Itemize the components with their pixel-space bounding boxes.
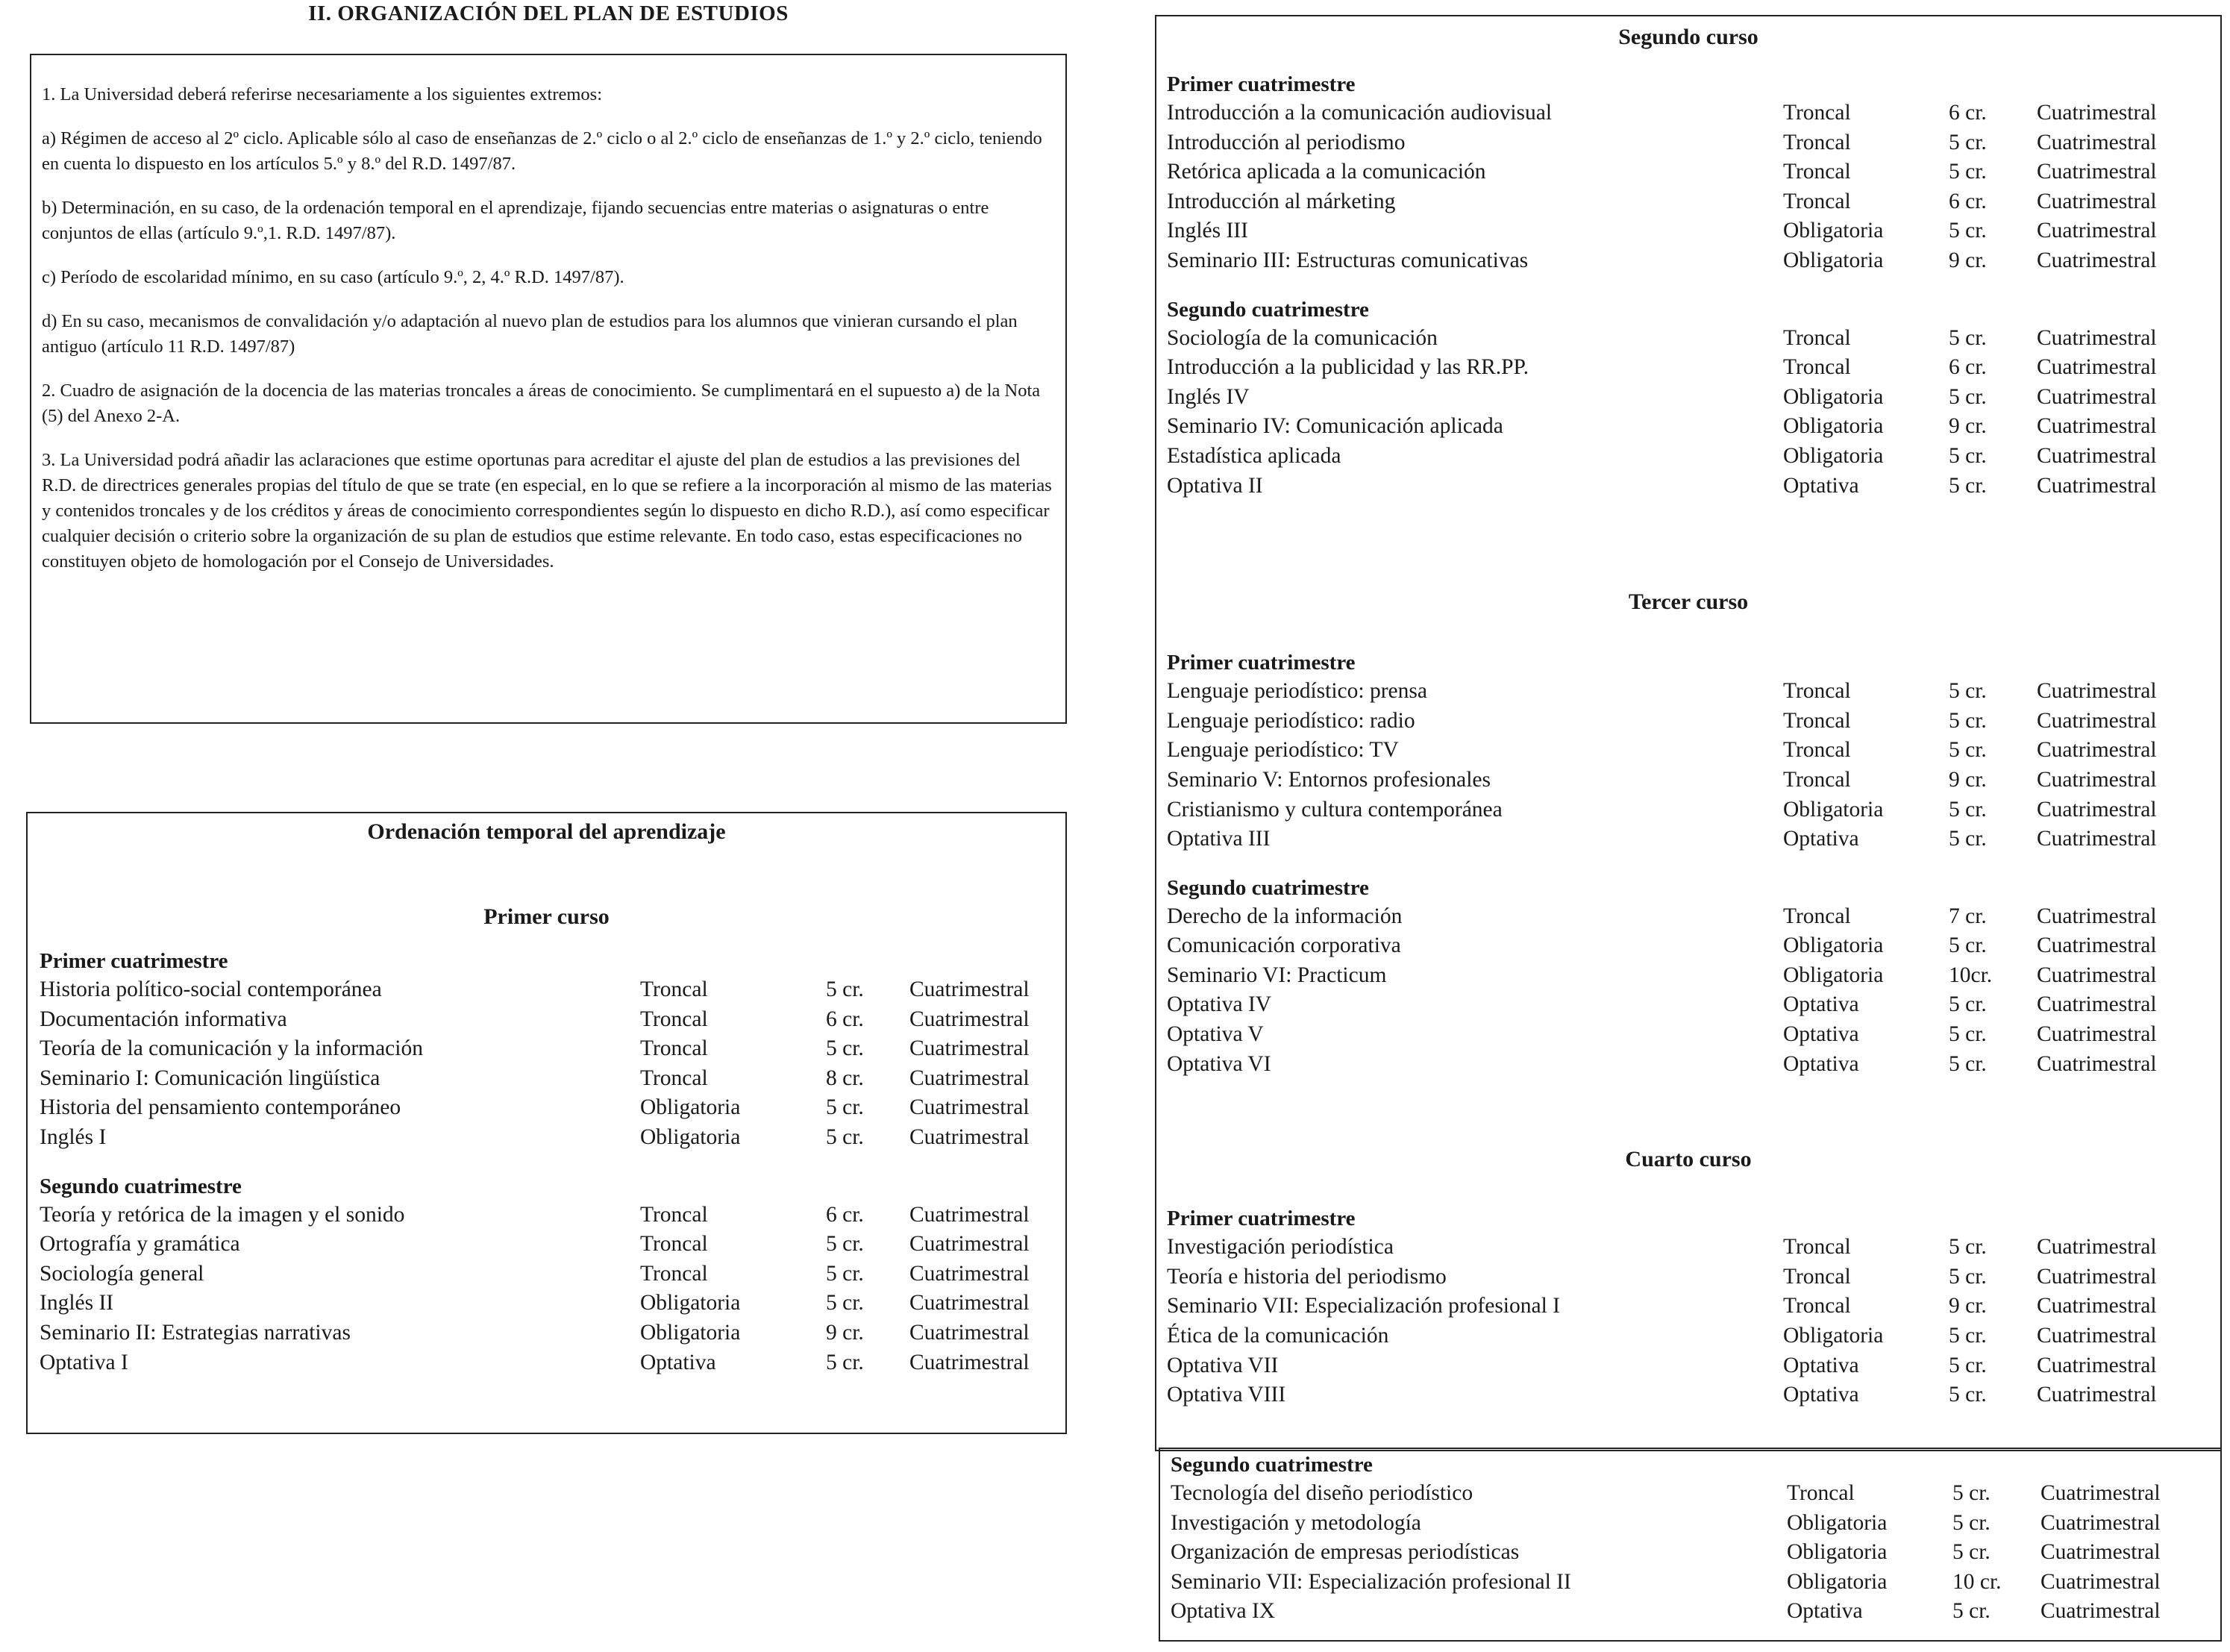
table-row — [1167, 1292, 2210, 1321]
table-row — [40, 1230, 1053, 1260]
course-duration: Cuatrimestral — [2037, 963, 2157, 987]
course-type: Troncal — [1783, 101, 1851, 125]
semester-title: Primer cuatrimestre — [1167, 651, 1356, 675]
course-duration: Cuatrimestral — [2037, 325, 2157, 350]
note-paragraph: 2. Cuadro de asignación de la docencia de las materias troncales a áreas de conocimiento. Se cumplimentará en el supuesto a) de la Nota (5) del Anexo 2-A. — [42, 381, 1041, 426]
course-credits: 5 cr. — [1949, 130, 1987, 154]
table-row — [40, 1093, 1053, 1123]
course-name: Seminario VII: Especialización profesional II — [1171, 1569, 1571, 1594]
table-row — [1167, 1050, 2210, 1080]
course-duration: Cuatrimestral — [2037, 1353, 2157, 1377]
course-credits: 5 cr. — [1949, 1324, 1987, 1348]
course-name: Seminario V: Entornos profesionales — [1167, 767, 1491, 792]
course-credits: 5 cr. — [1952, 1481, 1991, 1505]
course-credits: 9 cr. — [1949, 767, 1987, 792]
course-credits: 9 cr. — [1949, 248, 1987, 272]
course-type: Troncal — [640, 1232, 708, 1257]
course-duration: Cuatrimestral — [2037, 1051, 2157, 1076]
course-name: Inglés III — [1167, 219, 1248, 243]
note-paragraph: d) En su caso, mecanismos de convalidación y/o adaptación al nuevo plan de estudios para los alumnos que vinieran cursando el plan antiguo (artículo 11 R.D. 1497/87) — [42, 311, 1018, 357]
note-paragraph: b) Determinación, en su caso, de la ordenación temporal en el aprendizaje, fijando secuencias entre materias o asignaturas o entre conjuntos de ellas (artículo 9.º,1. R.D. 1497/87). — [42, 198, 989, 243]
course-type: Optativa — [1783, 1022, 1859, 1047]
course-name: Optativa II — [1167, 473, 1263, 498]
course-credits: 6 cr. — [1949, 189, 1987, 213]
table-row — [1167, 736, 2210, 766]
course-credits: 5 cr. — [1949, 160, 1987, 184]
course-type: Troncal — [640, 1007, 708, 1031]
course-name: Optativa VII — [1167, 1353, 1279, 1377]
table-row — [40, 1064, 1053, 1094]
course-credits: 5 cr. — [826, 1232, 864, 1257]
course-credits: 5 cr. — [826, 1124, 864, 1149]
table-row — [1167, 902, 2210, 932]
course-credits: 8 cr. — [826, 1066, 864, 1090]
segundo-curso-title: Segundo curso — [1618, 25, 1758, 49]
course-name: Optativa VIII — [1167, 1383, 1286, 1407]
course-type: Obligatoria — [1783, 933, 1884, 958]
course-name: Optativa V — [1167, 1022, 1264, 1047]
page-title: II. ORGANIZACIÓN DEL PLAN DE ESTUDIOS — [308, 1, 789, 25]
course-type: Optativa — [1783, 1353, 1859, 1377]
course-type: Optativa — [1783, 1051, 1859, 1076]
course-credits: 5 cr. — [1949, 992, 1987, 1017]
table-row — [1167, 324, 2210, 354]
course-duration: Cuatrimestral — [909, 977, 1030, 1001]
semester-title: Segundo cuatrimestre — [40, 1174, 242, 1198]
course-credits: 6 cr. — [826, 1202, 864, 1227]
table-row — [1167, 128, 2210, 158]
course-duration: Cuatrimestral — [2040, 1540, 2161, 1565]
course-duration: Cuatrimestral — [2037, 101, 2157, 125]
course-credits: 5 cr. — [1949, 1022, 1987, 1047]
course-type: Obligatoria — [1783, 219, 1884, 243]
course-name: Sociología general — [40, 1261, 204, 1286]
course-credits: 5 cr. — [1949, 827, 1987, 851]
course-duration: Cuatrimestral — [2037, 679, 2157, 704]
course-credits: 5 cr. — [826, 1261, 864, 1286]
table-row — [1167, 216, 2210, 246]
semester-title: Primer cuatrimestre — [1167, 72, 1356, 96]
course-duration: Cuatrimestral — [2037, 473, 2157, 498]
course-type: Obligatoria — [640, 1124, 741, 1149]
semester-title: Segundo cuatrimestre — [1167, 297, 1369, 322]
course-list — [1167, 98, 2210, 276]
course-name: Organización de empresas periodísticas — [1171, 1540, 1520, 1565]
course-type: Obligatoria — [1787, 1569, 1888, 1594]
course-duration: Cuatrimestral — [2037, 992, 2157, 1017]
course-name: Optativa I — [40, 1350, 128, 1374]
table-row — [1167, 1351, 2210, 1381]
course-name: Introducción al márketing — [1167, 189, 1396, 213]
course-duration: Cuatrimestral — [2037, 355, 2157, 380]
course-name: Seminario III: Estructuras comunicativas — [1167, 248, 1529, 272]
course-type: Troncal — [640, 1036, 708, 1061]
course-credits: 5 cr. — [1949, 1235, 1987, 1260]
table-row — [1167, 1263, 2210, 1292]
course-type: Troncal — [1783, 767, 1851, 792]
course-name: Teoría e historia del periodismo — [1167, 1264, 1447, 1289]
course-type: Obligatoria — [1783, 384, 1884, 409]
table-row — [1171, 1597, 2210, 1627]
semester-title: Segundo cuatrimestre — [1167, 875, 1369, 900]
course-name: Introducción al periodismo — [1167, 130, 1406, 154]
table-row — [1167, 442, 2210, 472]
table-row — [1171, 1568, 2210, 1598]
course-credits: 10cr. — [1949, 963, 1993, 987]
course-duration: Cuatrimestral — [2037, 1235, 2157, 1260]
course-type: Optativa — [1787, 1599, 1863, 1624]
ordenacion-title: Ordenación temporal del aprendizaje — [367, 819, 726, 844]
table-row — [1167, 1233, 2210, 1263]
course-type: Troncal — [1783, 1235, 1851, 1260]
course-duration: Cuatrimestral — [2037, 248, 2157, 272]
table-row — [1167, 1020, 2210, 1050]
course-name: Investigación y metodología — [1171, 1510, 1421, 1535]
course-name: Lenguaje periodístico: radio — [1167, 708, 1415, 733]
course-list — [1167, 677, 2210, 854]
course-credits: 5 cr. — [1949, 1353, 1987, 1377]
course-credits: 6 cr. — [826, 1007, 864, 1031]
course-name: Seminario VI: Practicum — [1167, 963, 1387, 987]
course-name: Optativa IV — [1167, 992, 1272, 1017]
course-name: Lenguaje periodístico: TV — [1167, 738, 1399, 763]
course-credits: 5 cr. — [1949, 1051, 1987, 1076]
course-type: Obligatoria — [1783, 248, 1884, 272]
course-type: Obligatoria — [1783, 963, 1884, 987]
course-type: Troncal — [640, 1261, 708, 1286]
course-type: Troncal — [1783, 355, 1851, 380]
course-name: Derecho de la información — [1167, 904, 1403, 928]
course-type: Troncal — [1783, 679, 1851, 704]
course-type: Obligatoria — [640, 1320, 741, 1345]
course-duration: Cuatrimestral — [909, 1007, 1030, 1031]
course-type: Obligatoria — [640, 1095, 741, 1120]
note-paragraph: 3. La Universidad podrá añadir las aclaraciones que estime oportunas para acreditar el ajuste del plan de estudios a las previsiones del R.D. de directrices generales propias del título de que se trate (en especial, en lo que se refiere a la incorporación al mismo de las materias y contenidos troncales y de los créditos y áreas de conocimiento correspondientes según lo dispuesto en dicho R.D.), así como especificar cualquier decisión o criterio sobre la organización de su plan de estudios que estime relevante. En todo caso, estas especificaciones no constituyen objeto de homologación por el Consejo de Universidades. — [42, 450, 1052, 572]
course-duration: Cuatrimestral — [2037, 738, 2157, 763]
course-credits: 9 cr. — [1949, 1294, 1987, 1318]
course-type: Obligatoria — [1783, 443, 1884, 468]
course-credits: 6 cr. — [1949, 101, 1987, 125]
notes-box — [30, 54, 1067, 724]
course-duration: Cuatrimestral — [2040, 1510, 2161, 1535]
course-duration: Cuatrimestral — [2037, 708, 2157, 733]
ordenacion-box — [26, 812, 1067, 1434]
course-name: Seminario VII: Especialización profesional I — [1167, 1294, 1560, 1318]
course-list — [1167, 1233, 2210, 1410]
course-type: Troncal — [1783, 738, 1851, 763]
course-list — [40, 975, 1053, 1153]
course-duration: Cuatrimestral — [2037, 130, 2157, 154]
course-duration: Cuatrimestral — [909, 1261, 1030, 1286]
course-credits: 9 cr. — [1949, 414, 1987, 439]
course-name: Optativa VI — [1167, 1051, 1271, 1076]
course-duration: Cuatrimestral — [2037, 189, 2157, 213]
table-row — [40, 1289, 1053, 1318]
table-row — [1171, 1509, 2210, 1539]
table-row — [1167, 353, 2210, 383]
table-row — [1167, 931, 2210, 961]
course-duration: Cuatrimestral — [909, 1202, 1030, 1227]
table-row — [1167, 157, 2210, 187]
course-name: Teoría y retórica de la imagen y el sonido — [40, 1202, 405, 1227]
table-row — [1167, 795, 2210, 825]
course-credits: 5 cr. — [1949, 325, 1987, 350]
course-duration: Cuatrimestral — [2037, 797, 2157, 822]
table-row — [1167, 472, 2210, 501]
course-duration: Cuatrimestral — [2037, 1383, 2157, 1407]
course-type: Optativa — [1783, 827, 1859, 851]
table-row — [1167, 246, 2210, 276]
course-duration: Cuatrimestral — [2037, 219, 2157, 243]
course-duration: Cuatrimestral — [909, 1095, 1030, 1120]
course-duration: Cuatrimestral — [2037, 414, 2157, 439]
course-credits: 5 cr. — [826, 977, 864, 1001]
cuarto-sem2-box — [1159, 1448, 2222, 1642]
course-credits: 5 cr. — [1952, 1510, 1991, 1535]
course-credits: 5 cr. — [826, 1350, 864, 1374]
note-paragraph: 1. La Universidad deberá referirse necesariamente a los siguientes extremos: — [42, 84, 603, 104]
table-row — [1171, 1538, 2210, 1568]
course-duration: Cuatrimestral — [909, 1291, 1030, 1315]
course-duration: Cuatrimestral — [909, 1036, 1030, 1061]
course-type: Optativa — [1783, 473, 1859, 498]
course-list — [1167, 324, 2210, 501]
course-duration: Cuatrimestral — [2037, 904, 2157, 928]
course-duration: Cuatrimestral — [2040, 1481, 2161, 1505]
table-row — [1167, 707, 2210, 736]
note-paragraph: a) Régimen de acceso al 2º ciclo. Aplicable sólo al caso de enseñanzas de 2.º ciclo o al 2.º ciclo de enseñanzas de 1.º y 2.º ciclo, teniendo en cuenta lo dispuesto en los artículos 5.º y 8.º del R.D. 1497/87. — [42, 128, 1042, 174]
course-type: Obligatoria — [1787, 1540, 1888, 1565]
course-type: Troncal — [1783, 130, 1851, 154]
course-duration: Cuatrimestral — [2037, 384, 2157, 409]
course-name: Teoría de la comunicación y la información — [40, 1036, 423, 1061]
course-type: Obligatoria — [1783, 414, 1884, 439]
course-duration: Cuatrimestral — [909, 1350, 1030, 1374]
course-type: Troncal — [1787, 1481, 1855, 1505]
course-name: Optativa III — [1167, 827, 1271, 851]
course-credits: 5 cr. — [1949, 679, 1987, 704]
course-type: Troncal — [640, 977, 708, 1001]
semester-title: Primer cuatrimestre — [40, 949, 228, 973]
course-credits: 5 cr. — [1949, 443, 1987, 468]
course-credits: 7 cr. — [1949, 904, 1987, 928]
course-name: Introducción a la publicidad y las RR.PP. — [1167, 355, 1529, 380]
course-name: Tecnología del diseño periodístico — [1171, 1481, 1473, 1505]
course-name: Documentación informativa — [40, 1007, 287, 1031]
course-credits: 5 cr. — [1949, 1383, 1987, 1407]
table-row — [1167, 825, 2210, 854]
course-type: Troncal — [1783, 1264, 1851, 1289]
table-row — [40, 1348, 1053, 1378]
table-row — [1167, 98, 2210, 128]
course-name: Investigación periodística — [1167, 1235, 1394, 1260]
course-type: Troncal — [1783, 325, 1851, 350]
table-row — [40, 1260, 1053, 1289]
course-credits: 5 cr. — [1949, 384, 1987, 409]
course-type: Troncal — [1783, 160, 1851, 184]
course-type: Troncal — [1783, 904, 1851, 928]
course-name: Estadística aplicada — [1167, 443, 1341, 468]
tercer-curso-title: Tercer curso — [1628, 589, 1749, 615]
course-credits: 9 cr. — [826, 1320, 864, 1345]
course-type: Troncal — [640, 1202, 708, 1227]
course-credits: 5 cr. — [1949, 708, 1987, 733]
table-row — [40, 1034, 1053, 1064]
course-name: Historia político-social contemporánea — [40, 977, 382, 1001]
course-type: Obligatoria — [640, 1291, 741, 1315]
course-name: Cristianismo y cultura contemporánea — [1167, 797, 1503, 822]
course-duration: Cuatrimestral — [2037, 933, 2157, 958]
course-credits: 5 cr. — [1949, 473, 1987, 498]
course-type: Troncal — [1783, 708, 1851, 733]
course-duration: Cuatrimestral — [2037, 160, 2157, 184]
table-row — [40, 1123, 1053, 1153]
table-row — [1167, 1321, 2210, 1351]
course-duration: Cuatrimestral — [2040, 1599, 2161, 1624]
course-type: Troncal — [1783, 189, 1851, 213]
course-name: Inglés I — [40, 1124, 107, 1149]
course-duration: Cuatrimestral — [909, 1320, 1030, 1345]
course-duration: Cuatrimestral — [2037, 1022, 2157, 1047]
course-name: Seminario II: Estrategias narrativas — [40, 1320, 351, 1345]
course-name: Seminario IV: Comunicación aplicada — [1167, 414, 1503, 439]
course-name: Inglés IV — [1167, 384, 1250, 409]
course-name: Seminario I: Comunicación lingüística — [40, 1066, 380, 1090]
course-name: Retórica aplicada a la comunicación — [1167, 160, 1486, 184]
course-duration: Cuatrimestral — [2037, 1264, 2157, 1289]
course-type: Troncal — [640, 1066, 708, 1090]
cursos-box — [1155, 15, 2222, 1451]
course-name: Inglés II — [40, 1291, 114, 1315]
course-credits: 5 cr. — [826, 1036, 864, 1061]
cuarto-curso-title: Cuarto curso — [1625, 1147, 1752, 1172]
course-name: Optativa IX — [1171, 1599, 1276, 1624]
course-credits: 5 cr. — [1949, 738, 1987, 763]
course-type: Optativa — [640, 1350, 716, 1374]
table-row — [40, 1005, 1053, 1035]
course-credits: 10 cr. — [1952, 1569, 2002, 1594]
course-name: Introducción a la comunicación audiovisual — [1167, 101, 1553, 125]
course-duration: Cuatrimestral — [909, 1066, 1030, 1090]
table-row — [1167, 412, 2210, 442]
course-duration: Cuatrimestral — [2040, 1569, 2161, 1594]
course-credits: 5 cr. — [826, 1095, 864, 1120]
course-credits: 5 cr. — [1949, 219, 1987, 243]
table-row — [1167, 187, 2210, 217]
course-credits: 5 cr. — [1949, 797, 1987, 822]
course-credits: 6 cr. — [1949, 355, 1987, 380]
course-duration: Cuatrimestral — [2037, 1294, 2157, 1318]
course-duration: Cuatrimestral — [909, 1232, 1030, 1257]
table-row — [1167, 383, 2210, 413]
course-type: Optativa — [1783, 1383, 1859, 1407]
table-row — [40, 1318, 1053, 1348]
table-row — [1167, 677, 2210, 707]
course-duration: Cuatrimestral — [909, 1124, 1030, 1149]
course-credits: 5 cr. — [1952, 1540, 1991, 1565]
course-name: Ética de la comunicación — [1167, 1324, 1389, 1348]
semester-title: Primer cuatrimestre — [1167, 1207, 1356, 1231]
course-list — [40, 1201, 1053, 1378]
note-paragraph: c) Período de escolaridad mínimo, en su caso (artículo 9.º, 2, 4.º R.D. 1497/87). — [42, 267, 624, 287]
table-row — [1167, 990, 2210, 1020]
course-type: Obligatoria — [1787, 1510, 1888, 1535]
primer-curso-title: Primer curso — [483, 904, 610, 929]
course-type: Troncal — [1783, 1294, 1851, 1318]
course-name: Ortografía y gramática — [40, 1232, 240, 1257]
course-type: Optativa — [1783, 992, 1859, 1017]
course-type: Obligatoria — [1783, 1324, 1884, 1348]
course-name: Sociología de la comunicación — [1167, 325, 1438, 350]
table-row — [1167, 961, 2210, 991]
course-credits: 5 cr. — [1949, 933, 1987, 958]
table-row — [1167, 1380, 2210, 1410]
table-row — [1167, 766, 2210, 795]
course-duration: Cuatrimestral — [2037, 443, 2157, 468]
course-credits: 5 cr. — [826, 1291, 864, 1315]
course-name: Lenguaje periodístico: prensa — [1167, 679, 1427, 704]
course-duration: Cuatrimestral — [2037, 827, 2157, 851]
table-row — [40, 1201, 1053, 1230]
course-credits: 5 cr. — [1952, 1599, 1991, 1624]
course-name: Comunicación corporativa — [1167, 933, 1401, 958]
table-row — [1171, 1479, 2210, 1509]
table-row — [40, 975, 1053, 1005]
course-duration: Cuatrimestral — [2037, 1324, 2157, 1348]
course-duration: Cuatrimestral — [2037, 767, 2157, 792]
course-name: Historia del pensamiento contemporáneo — [40, 1095, 401, 1120]
course-credits: 5 cr. — [1949, 1264, 1987, 1289]
semester-title: Segundo cuatrimestre — [1171, 1453, 1373, 1477]
course-type: Obligatoria — [1783, 797, 1884, 822]
course-list — [1167, 902, 2210, 1080]
course-list — [1171, 1479, 2210, 1627]
